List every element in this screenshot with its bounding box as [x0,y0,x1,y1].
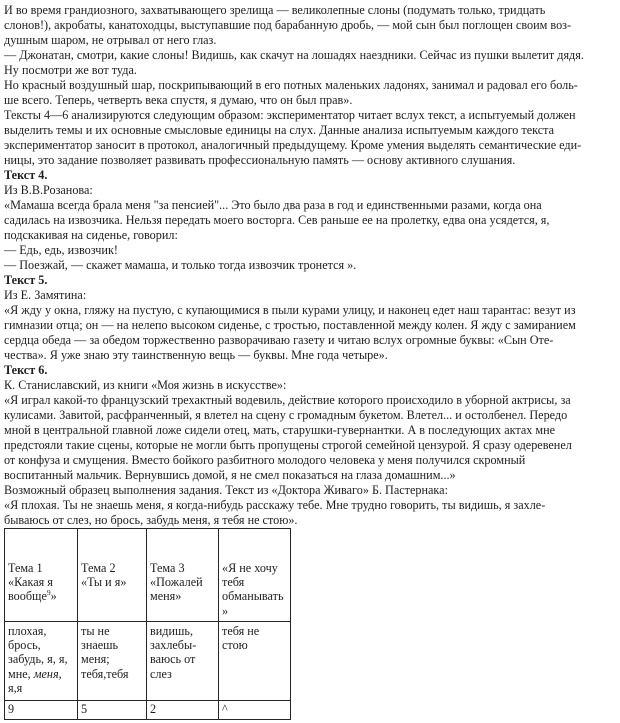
header-line: «Ты и я» [81,575,127,590]
body-cell-theme1 [5,622,78,701]
text5-heading: Текст 5. [4,273,48,287]
cell-line: захлебы- [150,638,197,653]
body-cell-theme3 [147,622,219,701]
cell-line: тебя,тебя [81,666,129,681]
header-line: » [222,603,229,618]
count-cell-theme3 [147,701,219,720]
header-line: тебя [222,575,245,590]
text-line: мной в центральной главной ложе сидели отец, мать, старушки-гувернантки. А в последующих актах мне [4,423,556,437]
text-line: — Джонатан, смотри, какие слоны! Видишь, как скачут на лошадях наездники. Сейчас из пушки вылетит дядя. [4,48,584,62]
header-cell-theme1 [5,529,78,622]
cell-line: стою [222,638,248,653]
cell-line: ваюсь от [150,652,196,667]
cell-line: слез [150,666,172,681]
text-line: экспериментатор заносит в протокол, аналогичный предыдущему. Кроме умения выделять семантические еди- [4,138,582,152]
count-value: 9 [8,702,15,716]
text-line: слонов!), акробаты, канатоходцы, выступавшие под барабанную дробь, — мой сын был поглощен своим воз- [4,18,572,32]
header-line [8,589,75,603]
header-text: вообще [8,589,47,604]
text-line: Возможный образец выполнения задания. Текст из «Доктора Живаго» Б. Пастернака: [4,483,448,497]
text-line: «Мамаша всегда брала меня "за пенсией"... Это было два раза в год и единственными разами, когда она [4,198,542,212]
header-line: «Какая я [8,575,53,590]
header-line: Тема 2 [81,561,116,575]
text-line: — Поезжай, — скажет мамаша, и только тогда извозчик тронется ». [4,258,357,272]
text-line: садилась на извозчика. Нельзя передать моего восторга. Сев раньше ее на пролетку, едва она усядется, я, [4,213,550,227]
text-block [4,3,618,528]
cell-line: видишь, [150,624,193,638]
text-line: от конфуза и смущения. Вместо бойкого разбитного молодого человека у меня получился скромный [4,453,526,467]
text-line: Ну посмотри же вот туда. [4,63,137,77]
text6-source: К. Станиславский, из книги «Моя жизнь в искусстве»: [4,378,287,392]
text-line: «Я плохая. Ты не знаешь меня, я когда-нибудь расскажу тебе. Мне трудно говорить, ты видишь, я захле- [4,498,546,512]
cell-line: плохая, [8,624,47,638]
header-line: Тема 3 [150,561,185,575]
header-line: обманывать [222,589,284,604]
table-header-row [5,529,291,622]
footnote-ref: 9 [46,588,51,598]
count-cell-theme2 [78,701,147,720]
text-line: ницы, это задание позволяет развивать профессиональную память — основу активного слушания. [4,153,516,167]
text5-source: Из Е. Замятина: [4,288,87,302]
cell-text: мне, [8,666,34,681]
text-line: чества». Я уже знаю эту таинственную вещь — буквы. Мне года четыре». [4,348,388,362]
cell-line: забудь, я, я, [8,652,68,667]
text-line: выделить темы и их основные смысловые единицы на слух. Данные анализа испытуемым каждого текста [4,123,555,137]
header-cell-theme3 [147,529,219,622]
cell-line: тебя не [222,624,260,638]
count-value: 2 [150,702,157,716]
text-line: — Едь, едь, извозчик! [4,243,118,257]
cell-text-italic: меня, [33,666,62,681]
header-line: «Пожалей [150,575,203,590]
text6-heading: Текст 6. [4,363,48,377]
header-line: «Я не хочу [222,561,278,575]
cell-line: знаешь [81,638,119,653]
text-line: «Я играл какой-то французский трехактный водевиль, действие которого происходило в уборной актрисы, за [4,393,571,407]
text-line: И во время грандиозного, захватывающего зрелища — великолепные слоны (подумать только, тридцать [4,3,546,17]
text4-heading: Текст 4. [4,168,48,182]
text4-source: Из В.В.Розанова: [4,183,93,197]
cell-line: меня; [81,652,110,667]
table-body-row [5,622,291,701]
header-line: меня» [150,589,182,604]
text-line: душным шаром, не отрывал от него глаз. [4,33,217,47]
header-line: Тема 1 [8,561,43,575]
text-line: «Я жду у окна, гляжу на пустую, с купающимися в пыли курами улицу, и наконец едет наш тарантас: везут из [4,303,576,317]
header-cell-theme2 [78,529,147,622]
text-line: сердца обеда — за обедом торжественно разворачиваю газету и читаю вслух огромные буквы: «Сын Оте- [4,333,554,347]
cell-line: ты не [81,624,110,638]
text-line: подскакивая на сиденье, говорил: [4,228,178,242]
text-line: воспитанный мальчик. Вернувшись домой, я не смел показаться на глаза домашним...» [4,468,456,482]
body-cell-theme4 [219,622,291,701]
text-line: бываюсь от слез, но брось, забудь меня, я тебя не стою». [4,513,298,527]
cell-line: я,я [8,680,23,695]
text-line: Но красный воздушный шар, поскрипывающий в его потных маленьких ладонях, занимал и радовал его боль- [4,78,578,92]
text-line: предстояли такие сцены, которые не могли быть пропущены строгой семейной цензурой. Я сразу одеревенел [4,438,572,452]
text-line: ше всего. Теперь, четверть века спустя, я думаю, что он был прав». [4,93,353,107]
header-cell-theme4 [219,529,291,622]
count-cell-theme1 [5,701,78,720]
count-value: ^ [222,702,228,716]
table-count-row [5,701,291,720]
body-cell-theme2 [78,622,147,701]
header-text: » [50,589,57,604]
cell-line: брось, [8,638,41,653]
cell-line [8,667,75,681]
text-line: Тексты 4—6 анализируются следующим образом: экспериментатор читает вслух текст, а испытуемый должен [4,108,576,122]
text-line: кулисами. Завитой, расфранченный, я влетел на сцену с громадным букетом. Влетел... и остолбенел. Передо [4,408,568,422]
analysis-table [4,528,291,720]
text-line: гимназии отца; он — на нелепо высоком сиденье, с тростью, поставленной между колен. Я жду с замиранием [4,318,576,332]
count-cell-theme4 [219,701,291,720]
count-value: 5 [81,702,88,716]
